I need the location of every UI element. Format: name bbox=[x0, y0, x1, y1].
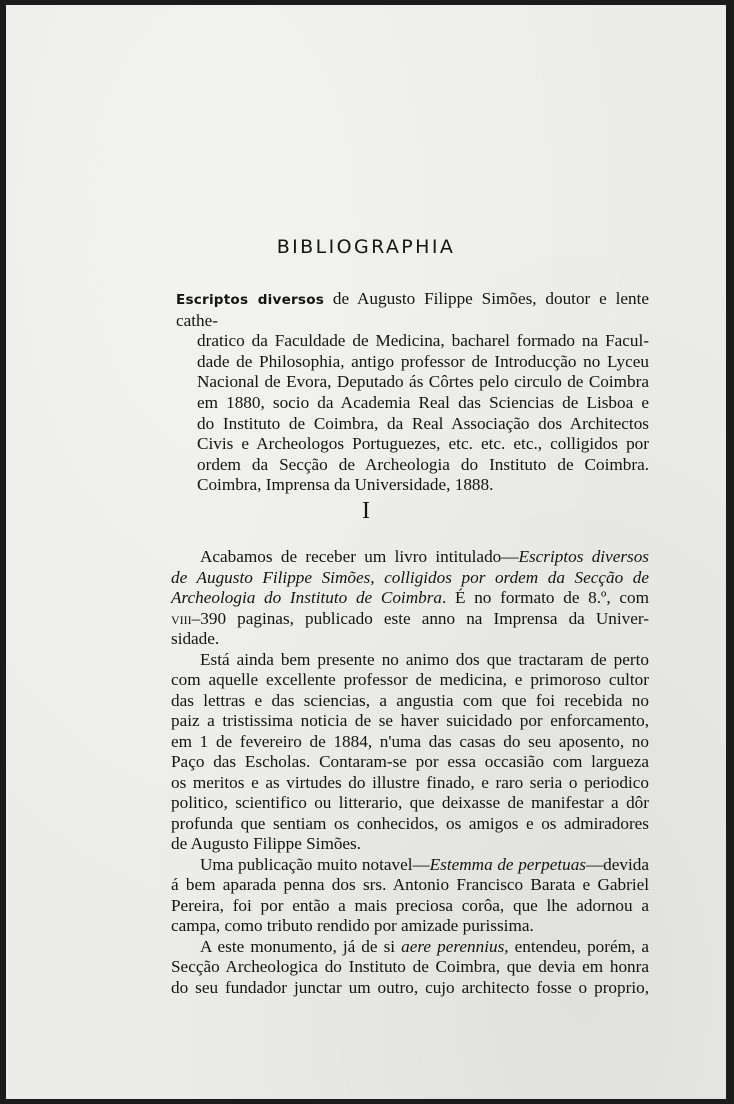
paragraph-2-line: das lettras e das sciencias, a angustia com que foi recebida no bbox=[171, 690, 649, 710]
bibliographic-entry-line: Nacional de Evora, Deputado ás Côrtes pelo circulo de Coimbra bbox=[197, 372, 649, 392]
section-number: I bbox=[362, 498, 370, 524]
paragraph-2-line: em 1 de fevereiro de 1884, n'uma das casas do seu aposento, no bbox=[171, 731, 649, 751]
bibliographic-entry-line: do Instituto de Coimbra, da Real Associação dos Architectos bbox=[197, 413, 649, 433]
paragraph-2-line: politico, scientifico ou litterario, que deixasse de manifestar a dôr bbox=[171, 793, 649, 812]
paragraph-2-line: Paço das Escholas. Contaram-se por essa occasião com largueza bbox=[171, 752, 649, 771]
paragraph-1-line: viii–390 paginas, publicado este anno na Imprensa da Univer- bbox=[171, 608, 649, 628]
paragraph-3-line: á bem aparada penna dos srs. Antonio Francisco Barata e Gabriel bbox=[171, 875, 649, 894]
paragraph-1-line: Acabamos de receber um livro intitulado—Escriptos diversos bbox=[200, 547, 649, 566]
paragraph-2-line: de Augusto Filippe Simões. bbox=[171, 834, 362, 853]
body-text bbox=[171, 547, 649, 998]
paragraph-2-line: Está ainda bem presente no animo dos que tractaram de perto bbox=[200, 649, 649, 669]
work-title: Escriptos diversos bbox=[176, 292, 325, 308]
paragraph-2-line: com aquelle excellente professor de medicina, e primoroso cultor bbox=[171, 670, 649, 689]
paragraph-3-line: campa, como tributo rendido por amizade purissima. bbox=[171, 916, 534, 935]
book-page bbox=[6, 5, 726, 1099]
paragraph-1-line: sidade. bbox=[171, 629, 220, 648]
paragraph-3-line: Uma publicação muito notavel—Estemma de perpetuas—devida bbox=[200, 854, 649, 874]
bibliographic-entry-line: Escriptos diversos de Augusto Filippe Simões, doutor e lente cathe- bbox=[176, 289, 649, 330]
section-heading: BIBLIOGRAPHIA bbox=[276, 236, 456, 258]
bibliographic-entry bbox=[176, 289, 649, 496]
paragraph-2-line: profunda que sentiam os conhecidos, os amigos e os admiradores bbox=[171, 813, 649, 833]
bibliographic-entry-line: dratico da Faculdade de Medicina, bacharel formado na Facul- bbox=[197, 331, 649, 351]
paragraph-4-line: do seu fundador junctar um outro, cujo architecto fosse o proprio, bbox=[171, 977, 649, 997]
paragraph-2-line: os meritos e as virtudes do illustre finado, e raro seria o periodico bbox=[171, 772, 649, 792]
paragraph-4-line: A este monumento, já de si aere perennius, entendeu, porém, a bbox=[200, 936, 649, 956]
bibliographic-entry-line: dade de Philosophia, antigo professor de Introducção no Lyceu bbox=[197, 351, 649, 371]
bibliographic-entry-line: Coimbra, Imprensa da Universidade, 1888. bbox=[197, 475, 494, 495]
paragraph-1-line: Archeologia do Instituto de Coimbra. É no formato de 8.º, com bbox=[171, 588, 649, 607]
bibliographic-entry-line: ordem da Secção de Archeologia do Instituto de Coimbra. bbox=[197, 454, 649, 474]
paragraph-2-line: paiz a tristissima noticia de se haver suicidado por enforcamento, bbox=[171, 711, 649, 730]
paragraph-4-line: Secção Archeologica do Instituto de Coimbra, que devia em honra bbox=[171, 957, 649, 976]
paragraph-3-line: Pereira, foi por então a mais preciosa corôa, que lhe adornou a bbox=[171, 895, 649, 915]
bibliographic-entry-line: em 1880, socio da Academia Real das Sciencias de Lisboa e bbox=[197, 392, 649, 412]
paragraph-1-line: de Augusto Filippe Simões, colligidos por ordem da Secção de bbox=[171, 567, 649, 587]
bibliographic-entry-line: Civis e Archeologos Portuguezes, etc. etc. etc., colligidos por bbox=[197, 434, 649, 454]
